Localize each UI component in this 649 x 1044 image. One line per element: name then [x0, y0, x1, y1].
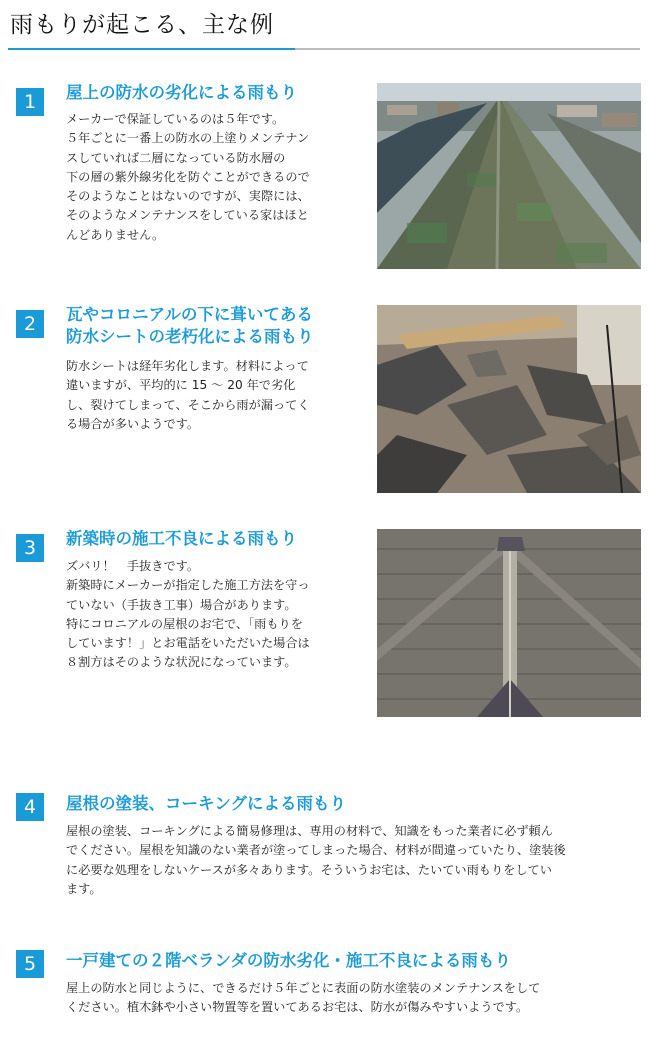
section-number-badge: 4: [16, 793, 44, 821]
roof-ridge-photo: [377, 83, 641, 269]
page-title: 雨もりが起こる、主な例: [10, 12, 274, 38]
section-body: ズバリ！ 手抜きです。 新築時にメーカーが指定した施工方法を守っ ていない（手抜き工事）場合があります。 特にコロニアルの屋根のお宅で、「雨もりを しています！」とお電話をいただいた場合は ８割方はそのような状況になっています。: [66, 559, 310, 670]
section-heading: 瓦やコロニアルの下に葺いてある 防水シートの老朽化による雨もり: [66, 305, 314, 346]
damaged-sheet-photo: [377, 305, 641, 493]
section-body: 防水シートは経年劣化します。材料によって 違いますが、平均的に 15 ～ 20 年で劣化 し、裂けてしまって、そこから雨が漏ってく る場合が多いようです。: [66, 359, 310, 431]
section-number-badge: 3: [16, 534, 44, 562]
section-heading: 一戸建ての２階ベランダの防水劣化・施工不良による雨もり: [66, 951, 511, 970]
section-heading: 新築時の施工不良による雨もり: [66, 529, 297, 548]
section-body: 屋上の防水と同じように、できるだけ５年ごとに表面の防水塗装のメンテナンスをして ください。植木鉢や小さい物置等を置いてあるお宅は、防水が傷みやすいようです。: [66, 981, 541, 1015]
section-number-badge: 5: [16, 950, 44, 978]
colonial-roof-photo: [377, 529, 641, 717]
title-divider: [8, 48, 640, 50]
section-number-badge: 1: [16, 88, 44, 116]
section-number-badge: 2: [16, 310, 44, 338]
section-body: メーカーで保証しているのは５年です。 ５年ごとに一番上の防水の上塗りメンテナン スしていれば二層になっている防水層の 下の層の紫外線劣化を防ぐことができるので そのようなことはないのですが、実際には、 そのようなメンテナンスをしている家はほと んどありません。: [66, 112, 310, 242]
section-heading: 屋根の塗装、コーキングによる雨もり: [66, 794, 347, 813]
section-body: 屋根の塗装、コーキングによる簡易修理は、専用の材料で、知識をもった業者に必ず頼ん でください。屋根を知識のない業者が塗ってしまった場合、材料が間違っていたり、塗装後 に必要な処理をしないケースが多々あります。そういうお宅は、たいてい雨もりをしてい ます。: [66, 824, 566, 896]
section-heading: 屋上の防水の劣化による雨もり: [66, 83, 297, 102]
